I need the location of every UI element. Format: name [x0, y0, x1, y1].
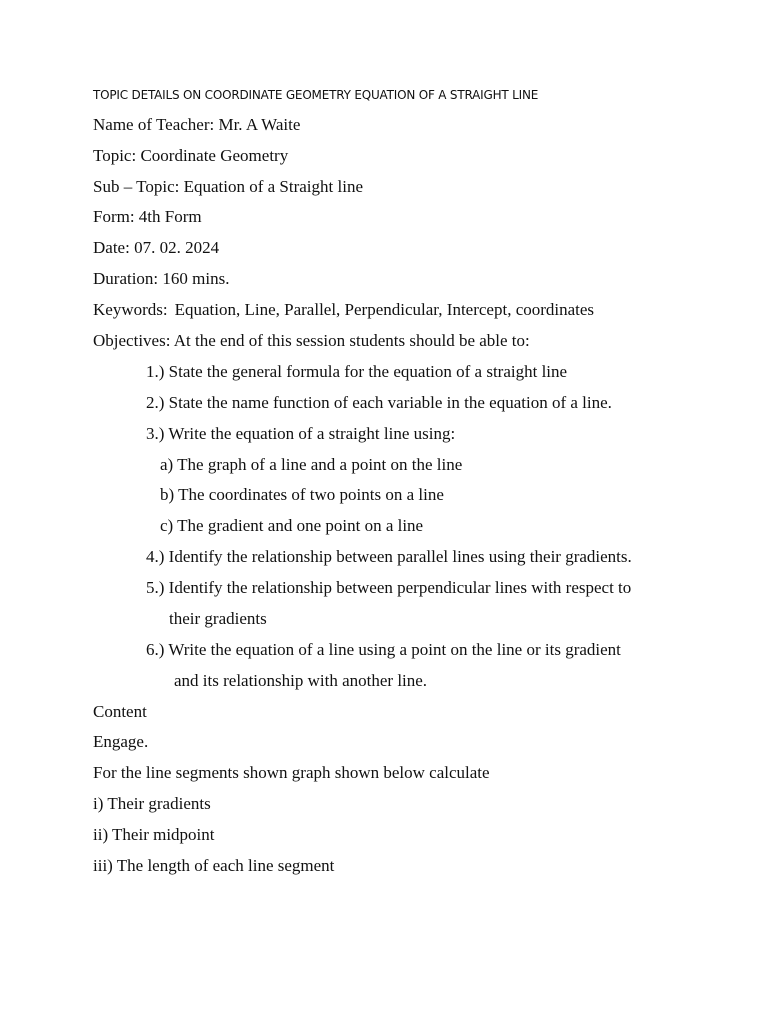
- engage-intro: For the line segments shown graph shown below calculate: [93, 763, 490, 782]
- objective-3c: c) The gradient and one point on a line: [160, 516, 424, 535]
- objective-4: 4.) Identify the relationship between parallel lines using their gradients.: [146, 547, 632, 566]
- task-1: i) Their gradients: [93, 794, 211, 813]
- objective-6: 6.) Write the equation of a line using a point on the line or its gradient: [146, 640, 621, 659]
- objective-3a: a) The graph of a line and a point on the line: [160, 455, 463, 474]
- objective-1: 1.) State the general formula for the equation of a straight line: [146, 362, 568, 381]
- teacher-line: Name of Teacher: Mr. A Waite: [93, 115, 301, 134]
- content-label: Content: [93, 702, 147, 721]
- objectives-intro: Objectives: At the end of this session students should be able to:: [93, 331, 530, 350]
- form-line: Form: 4th Form: [93, 207, 202, 226]
- objective-5: 5.) Identify the relationship between perpendicular lines with respect to: [146, 578, 632, 597]
- topic-line: Topic: Coordinate Geometry: [93, 146, 289, 165]
- keywords-line: [93, 300, 594, 320]
- task-3: iii) The length of each line segment: [93, 856, 335, 875]
- engage-label: Engage.: [93, 732, 149, 751]
- objective-2: 2.) State the name function of each variable in the equation of a line.: [146, 393, 612, 412]
- duration-line: Duration: 160 mins.: [93, 269, 230, 288]
- objective-5-continuation: their gradients: [169, 609, 267, 628]
- task-2: ii) Their midpoint: [93, 825, 215, 844]
- keywords-list: Equation, Line, Parallel, Perpendicular, Intercept, coordinates: [174, 300, 595, 319]
- document-heading: TOPIC DETAILS ON COORDINATE GEOMETRY EQUATION OF A STRAIGHT LINE: [93, 88, 539, 102]
- keywords-label: Keywords:: [93, 300, 168, 319]
- objective-6-continuation: and its relationship with another line.: [174, 671, 428, 690]
- objective-3b: b) The coordinates of two points on a line: [160, 485, 444, 504]
- objective-3: 3.) Write the equation of a straight line using:: [146, 424, 456, 443]
- subtopic-line: Sub – Topic: Equation of a Straight line: [93, 177, 363, 196]
- date-line: Date: 07. 02. 2024: [93, 238, 220, 257]
